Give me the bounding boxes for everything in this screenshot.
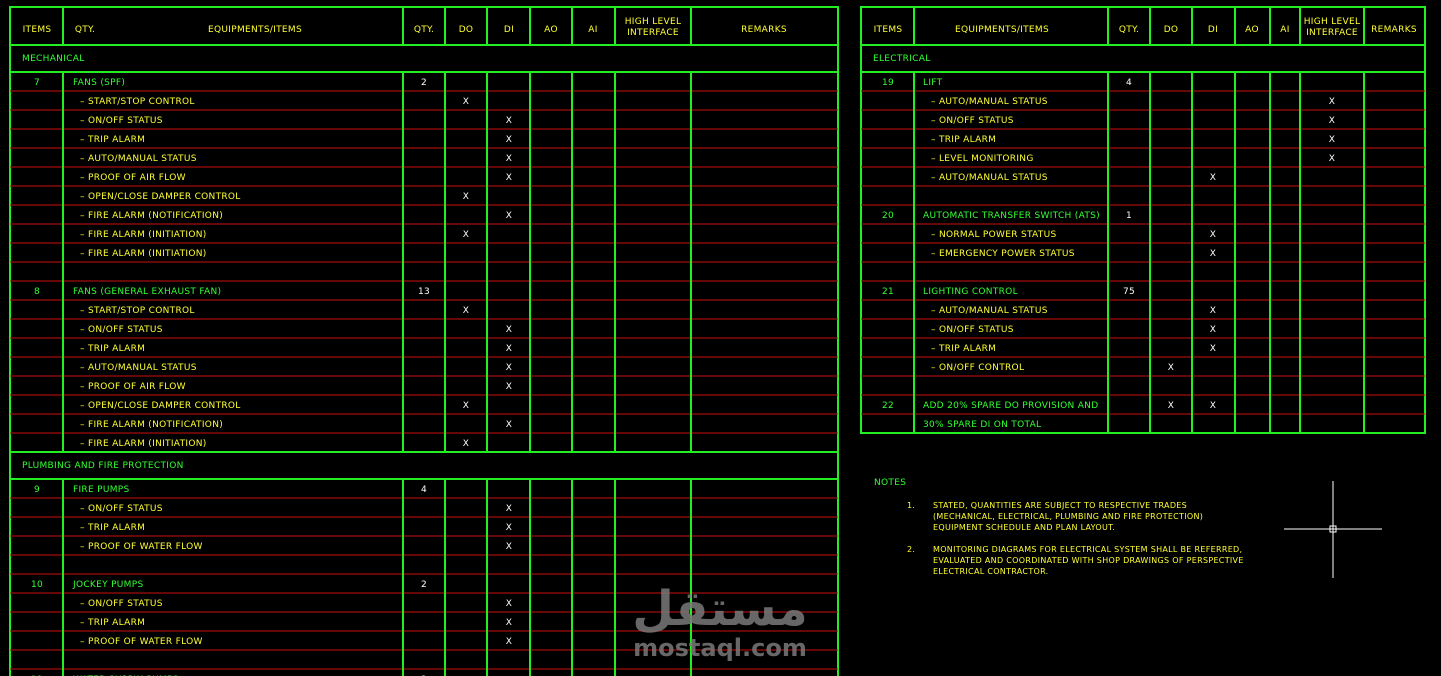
right-header-4: DI (1207, 25, 1219, 35)
left-row-point: – TRIP ALARM (80, 344, 146, 354)
left-header-6: AO (544, 25, 558, 35)
right-row-qty: 75 (1122, 287, 1136, 297)
right-header-2: QTY. (1118, 25, 1140, 35)
left-header-5: DI (503, 25, 515, 35)
left-row-equipment: JOCKEY PUMPS (73, 580, 144, 590)
notes-block (874, 478, 1244, 576)
left-row-item-number: 10 (30, 580, 44, 590)
left-row-di-mark: X (505, 135, 513, 145)
left-row-equipment: FANS (SPF) (73, 78, 126, 88)
right-row-do-mark: X (1167, 401, 1175, 411)
left-row-point: – TRIP ALARM (80, 523, 146, 533)
left-header-4: DO (458, 25, 474, 35)
left-header-7: AI (588, 25, 598, 35)
left-row-point: – OPEN/CLOSE DAMPER CONTROL (80, 401, 241, 411)
right-row-hli-mark: X (1328, 154, 1336, 164)
right-section-title: ELECTRICAL (873, 54, 931, 64)
right-row-hli-mark: X (1328, 116, 1336, 126)
right-row-qty: 4 (1125, 78, 1133, 88)
left-row-point: – FIRE ALARM (INITIATION) (80, 439, 207, 449)
note-2-number: 2. (907, 545, 916, 554)
left-row-do-mark: X (462, 439, 470, 449)
right-header-5: AO (1245, 25, 1259, 35)
right-header-6: AI (1280, 25, 1290, 35)
left-schedule-table (10, 7, 838, 676)
note-2-line-3: ELECTRICAL CONTRACTOR. (933, 567, 1049, 576)
left-row-di-mark: X (505, 420, 513, 430)
right-row-item-number: 20 (881, 211, 895, 221)
left-row-di-mark: X (505, 344, 513, 354)
left-header-9: INTERFACE (627, 28, 679, 38)
left-row-point: – ON/OFF STATUS (80, 599, 163, 609)
left-row-di-mark: X (505, 542, 513, 552)
right-row-di-mark: X (1209, 401, 1217, 411)
left-table-frame (10, 7, 838, 676)
left-row-point: – ON/OFF STATUS (80, 116, 163, 126)
left-row-di-mark: X (505, 523, 513, 533)
left-row-di-mark: X (505, 173, 513, 183)
left-row-di-mark: X (505, 382, 513, 392)
left-row-do-mark: X (462, 230, 470, 240)
left-row-point: – AUTO/MANUAL STATUS (80, 154, 197, 164)
right-row-di-mark: X (1209, 344, 1217, 354)
right-row-equipment: AUTOMATIC TRANSFER SWITCH (ATS) (923, 211, 1100, 221)
left-header-2: EQUIPMENTS/ITEMS (208, 25, 302, 35)
right-row-di-mark: X (1209, 173, 1217, 183)
left-row-item-number: 8 (33, 287, 41, 297)
left-header-10: REMARKS (741, 25, 787, 35)
left-header-1: QTY. (74, 25, 96, 35)
right-row-equipment: LIGHTING CONTROL (923, 287, 1018, 297)
note-1-line-2: (MECHANICAL, ELECTRICAL, PLUMBING AND FIRE PROTECTION) (933, 512, 1204, 521)
note-1-line-3: EQUIPMENT SCHEDULE AND PLAN LAYOUT. (933, 523, 1116, 532)
right-row-di-mark: X (1209, 325, 1217, 335)
note-2-line-1: MONITORING DIAGRAMS FOR ELECTRICAL SYSTEM SHALL BE REFERRED, (933, 545, 1243, 554)
left-row-di-mark: X (505, 116, 513, 126)
left-row-point: – PROOF OF AIR FLOW (80, 173, 186, 183)
left-row-point: – OPEN/CLOSE DAMPER CONTROL (80, 192, 241, 202)
left-row-qty: 13 (417, 287, 431, 297)
left-row-di-mark: X (505, 504, 513, 514)
left-row-point: – PROOF OF AIR FLOW (80, 382, 186, 392)
left-row-di-mark: X (505, 637, 513, 647)
left-row-di-mark: X (505, 363, 513, 373)
left-row-point: – ON/OFF STATUS (80, 325, 163, 335)
left-row-di-mark: X (505, 154, 513, 164)
left-header-8: HIGH LEVEL (624, 17, 682, 27)
right-row-point: – EMERGENCY POWER STATUS (931, 249, 1075, 259)
left-row-point: – AUTO/MANUAL STATUS (80, 363, 197, 373)
left-row-qty: 4 (420, 485, 428, 495)
watermark (632, 581, 808, 662)
left-row-di-mark: X (505, 599, 513, 609)
left-row-point: – ON/OFF STATUS (80, 504, 163, 514)
left-row-point: – TRIP ALARM (80, 135, 146, 145)
left-row-di-mark: X (505, 211, 513, 221)
right-header-7: HIGH LEVEL (1303, 17, 1361, 27)
right-header-0: ITEMS (873, 25, 903, 35)
left-row-qty: 2 (420, 580, 428, 590)
left-section-title: PLUMBING AND FIRE PROTECTION (22, 461, 184, 471)
right-row-point: – LEVEL MONITORING (931, 154, 1034, 164)
left-row-point: – FIRE ALARM (NOTIFICATION) (80, 211, 224, 221)
notes-title: NOTES (874, 478, 907, 488)
right-row-do-mark: X (1167, 363, 1175, 373)
right-row-hli-mark: X (1328, 97, 1336, 107)
left-row-point: – FIRE ALARM (NOTIFICATION) (80, 420, 224, 430)
left-row-di-mark: X (505, 618, 513, 628)
right-row-point: – AUTO/MANUAL STATUS (931, 306, 1048, 316)
right-row-item-number: 21 (881, 287, 895, 297)
right-row-point: – TRIP ALARM (931, 344, 997, 354)
right-header-8: INTERFACE (1306, 28, 1358, 38)
right-row-point: – NORMAL POWER STATUS (931, 230, 1057, 240)
note-1-line-1: STATED, QUANTITIES ARE SUBJECT TO RESPECTIVE TRADES (933, 501, 1188, 510)
right-header-3: DO (1163, 25, 1179, 35)
right-row-di-mark: X (1209, 249, 1217, 259)
right-header-9: REMARKS (1371, 25, 1417, 35)
left-row-qty: 2 (420, 78, 428, 88)
left-row-point: – START/STOP CONTROL (80, 97, 195, 107)
left-row-point: – START/STOP CONTROL (80, 306, 195, 316)
right-row-item-number: 19 (881, 78, 895, 88)
right-header-1: EQUIPMENTS/ITEMS (955, 25, 1049, 35)
note-1-number: 1. (907, 501, 916, 510)
right-schedule-table (861, 7, 1425, 433)
left-row-item-number: 9 (33, 485, 41, 495)
right-row-point: – TRIP ALARM (931, 135, 997, 145)
left-section-title: MECHANICAL (22, 54, 85, 64)
left-row-point: – FIRE ALARM (INITIATION) (80, 249, 207, 259)
left-row-equipment: FIRE PUMPS (73, 485, 130, 495)
note-2-line-2: EVALUATED AND COORDINATED WITH SHOP DRAWINGS OF PERSPECTIVE (933, 556, 1244, 565)
right-row-di-mark: X (1209, 306, 1217, 316)
left-row-do-mark: X (462, 306, 470, 316)
left-row-point: – TRIP ALARM (80, 618, 146, 628)
left-row-equipment: FANS (GENERAL EXHAUST FAN) (73, 287, 222, 297)
left-row-do-mark: X (462, 401, 470, 411)
left-row-item-number: 7 (33, 78, 41, 88)
right-row-di-mark: X (1209, 230, 1217, 240)
right-row-point: – AUTO/MANUAL STATUS (931, 97, 1048, 107)
right-row-equipment: ADD 20% SPARE DO PROVISION AND (923, 401, 1099, 411)
crosshair-cursor (1284, 481, 1382, 578)
right-row-point: – ON/OFF STATUS (931, 116, 1014, 126)
left-header-0: ITEMS (22, 25, 52, 35)
left-row-point: – PROOF OF WATER FLOW (80, 542, 203, 552)
left-header-3: QTY. (413, 25, 435, 35)
left-row-do-mark: X (462, 192, 470, 202)
left-row-point: – FIRE ALARM (INITIATION) (80, 230, 207, 240)
right-row-point: – ON/OFF CONTROL (931, 363, 1025, 373)
right-row-item-number: 22 (881, 401, 895, 411)
right-row-point: – ON/OFF STATUS (931, 325, 1014, 335)
left-row-point: – PROOF OF WATER FLOW (80, 637, 203, 647)
right-row-qty: 1 (1125, 211, 1133, 221)
watermark-arabic: مستقل (632, 581, 808, 637)
right-row-equipment: LIFT (923, 78, 943, 88)
watermark-latin: mostaql.com (633, 634, 807, 662)
right-row-equipment: 30% SPARE DI ON TOTAL (923, 420, 1042, 430)
right-row-point: – AUTO/MANUAL STATUS (931, 173, 1048, 183)
right-row-hli-mark: X (1328, 135, 1336, 145)
left-row-di-mark: X (505, 325, 513, 335)
left-row-do-mark: X (462, 97, 470, 107)
